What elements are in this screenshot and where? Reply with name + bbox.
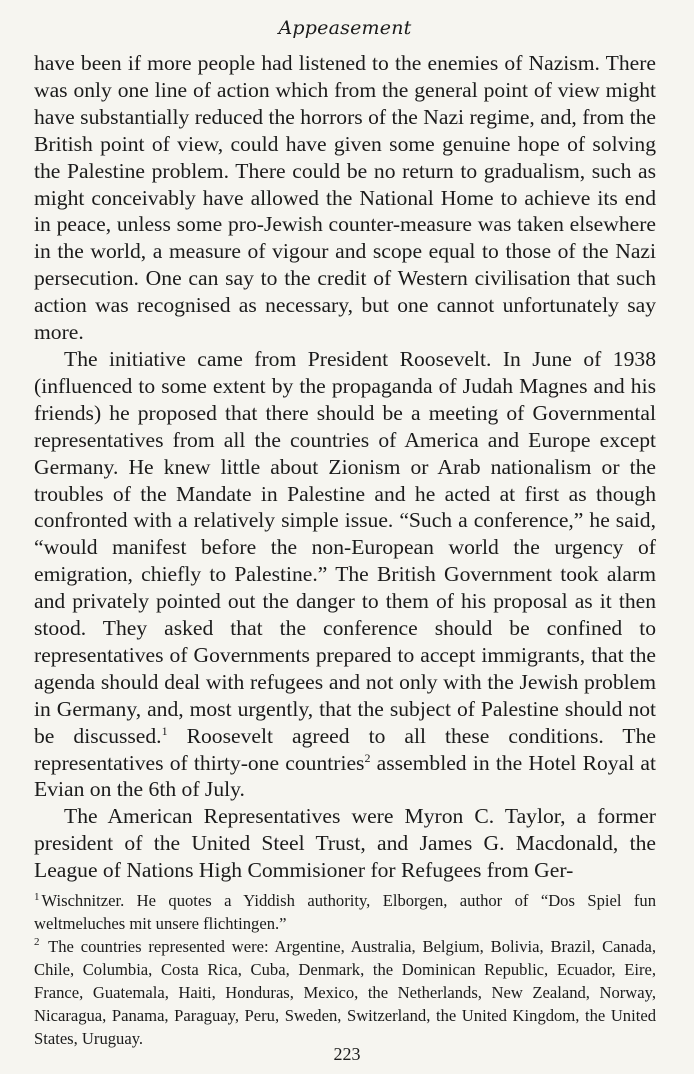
running-head: Appeasement: [278, 17, 412, 39]
paragraph-2-text-b: Roosevelt agreed to all these conditions. The representatives of thirty-one countries: [34, 723, 656, 775]
footnote-2-mark: 2: [34, 936, 40, 949]
footnote-1: [34, 890, 656, 936]
footnotes: [34, 890, 656, 1050]
paragraph-2-text-a: The initiative came from President Roosevelt. In June of 1938 (influenced to some extent by the propaganda of Judah Magnes and his friends) he proposed that there should be a meeting of Governmental representatives from all the countries of America and Europe except Germany. He knew little about Zionism or Arab nationalism or the troubles of the Mandate in Palestine and he acted at first as though confronted with a relatively simple issue. “Such a conference,” he said, “would manifest before the non-European world the urgency of emigration, chiefly to Palestine.” The British Government took alarm and privately pointed out the danger to them of his proposal as it then stood. They asked that the conference should be confined to representatives of Governments prepared to accept immigrants, that the agenda should deal with refugees and not only with the Jewish problem in Germany, and, most urgently, that the subject of Palestine should not be discussed.: [34, 346, 656, 748]
body-text: [34, 50, 656, 884]
footnote-2: [34, 936, 656, 1051]
paragraph-1: [34, 50, 656, 346]
paragraph-3: [34, 803, 656, 884]
paragraph-2-text-c: assembled in the Hotel Royal at Evian on the 6th of July.: [34, 750, 656, 802]
footnote-1-text: Wischnitzer. He quotes a Yiddish authority, Elborgen, author of “Dos Spiel fun weltmeluches mit unsere flichtingen.”: [34, 891, 656, 933]
footnote-1-mark: 1: [34, 890, 40, 903]
paragraph-3-text: The American Representatives were Myron C. Taylor, a former president of the United Steel Trust, and James G. Macdonald, the League of Nations High Commisioner for Refugees from Ger-: [34, 804, 656, 883]
footnote-ref-2[interactable]: 2: [364, 750, 371, 765]
page-number: 223: [333, 1044, 361, 1064]
footnote-ref-1[interactable]: 1: [161, 723, 168, 738]
footnote-2-text: The countries represented were: Argentine, Australia, Belgium, Bolivia, Brazil, Canada, Chile, Columbia, Costa Rica, Cuba, Denmark, the Dominican Republic, Ecuador, Eire, France, Guatemala, Haiti, Honduras, Mexico, the Netherlands, New Zealand, Norway, Nicaragua, Panama, Paraguay, Peru, Sweden, Switzerland, the United Kingdom, the United States, Uruguay.: [34, 936, 656, 1048]
paragraph-2: [34, 346, 656, 803]
paragraph-1-text: have been if more people had listened to the enemies of Nazism. There was only one line of action which from the general point of view might have substantially reduced the horrors of the Nazi regime, and, from the British point of view, could have given some genuine hope of solving the Palestine problem. There could be no return to gradualism, such as might conceivably have allowed the National Home to achieve its end in peace, unless some pro-Jewish counter-measure was taken elsewhere in the world, a measure of vigour and scope equal to those of the Nazi persecution. One can say to the credit of Western civilisation that such action was recognised as necessary, but one cannot unfortunately say more.: [34, 51, 656, 345]
